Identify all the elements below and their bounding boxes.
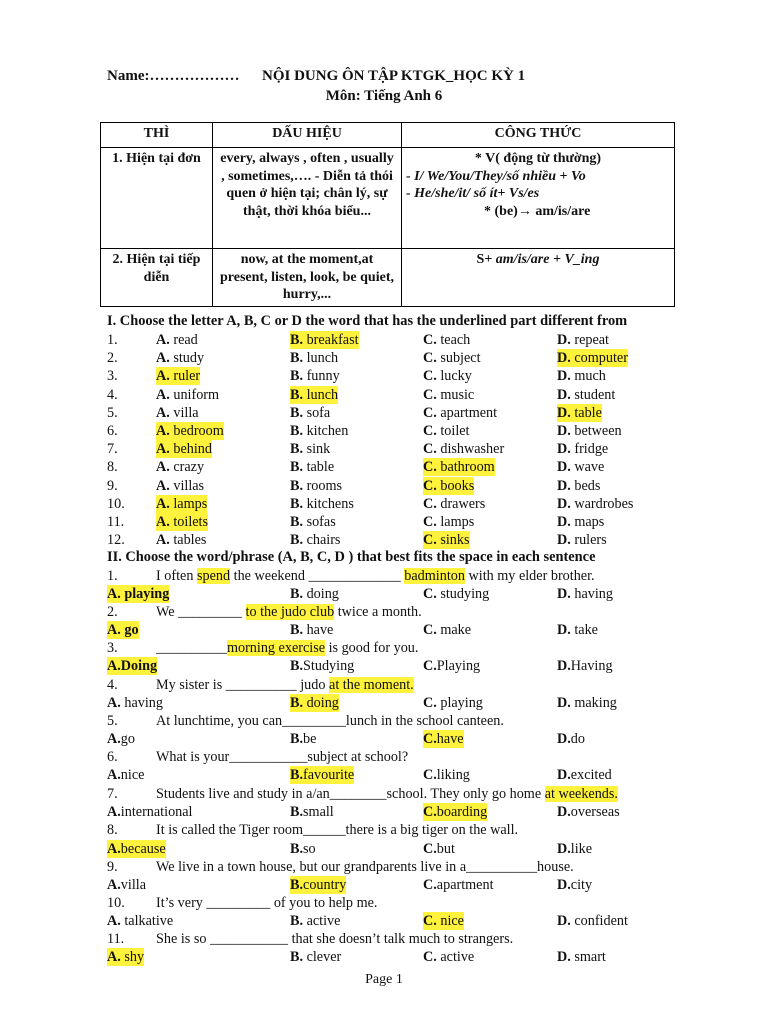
option-c[interactable]: C. sinks [423, 532, 470, 549]
option-a[interactable]: A. villas [156, 477, 205, 494]
answer-options [107, 912, 747, 930]
option-b[interactable]: B. sink [290, 441, 331, 458]
option-b[interactable]: B. lunch [290, 386, 339, 403]
option-b[interactable]: B. funny [290, 368, 340, 385]
option-c[interactable]: C.apartment [423, 877, 494, 893]
question-stem [107, 894, 377, 912]
question-number: 9. [107, 859, 118, 875]
question-text: We live in a town house, but our grandparents live in a__________house. [156, 859, 574, 875]
question-number: 10. [107, 895, 125, 911]
option-a[interactable]: A. read [156, 332, 198, 348]
option-b[interactable]: B.small [290, 804, 334, 820]
question-row [107, 349, 747, 367]
question-row [107, 404, 747, 422]
question-text: At lunchtime, you can_________lunch in the school canteen. [156, 713, 504, 729]
question-number: 2. [107, 604, 118, 620]
table-row [101, 148, 675, 249]
question-stem [107, 858, 574, 876]
grammar-table [100, 122, 675, 307]
question-number: 1. [107, 568, 118, 584]
question-row [107, 331, 747, 349]
question-text: the weekend _____________ [230, 568, 405, 584]
question-stem [107, 676, 414, 694]
formula-line: - He/she/it/ số ít+ Vs/es [406, 186, 540, 201]
highlighted-text: morning exercise [226, 640, 326, 656]
question-stem [107, 567, 595, 585]
option-a[interactable]: A. talkative [107, 913, 174, 929]
question-row [107, 495, 747, 513]
answer-options [107, 803, 747, 821]
option-c[interactable]: C. dishwasher [423, 441, 505, 458]
question-stem [107, 748, 408, 766]
option-b[interactable]: B. doing [290, 586, 339, 602]
option-c[interactable]: C. lamps [423, 514, 475, 530]
option-d[interactable]: D. confident [557, 913, 628, 929]
answer-options [107, 657, 747, 675]
question-number: 11. [107, 931, 125, 947]
option-d[interactable]: D. maps [557, 514, 605, 530]
option-a[interactable]: A.international [107, 804, 193, 820]
table-header-row [101, 123, 675, 148]
option-a[interactable]: A.villa [107, 877, 147, 893]
question-number: 5. [107, 404, 118, 421]
question-number: 3. [107, 640, 118, 656]
question-row [107, 477, 747, 495]
option-d[interactable]: D. student [557, 386, 616, 403]
option-a[interactable]: A. bedroom [156, 423, 224, 439]
answer-options [107, 840, 747, 858]
table-header: CÔNG THỨC [402, 123, 675, 148]
option-b[interactable]: B. rooms [290, 477, 343, 494]
question-text: My sister is __________ judo [156, 677, 330, 693]
name-label: Name:……………… [107, 68, 240, 84]
question-number: 11. [107, 514, 125, 530]
option-d[interactable]: D.Having [557, 658, 613, 674]
option-d[interactable]: D. wardrobes [557, 495, 634, 512]
question-text: It is called the Tiger room______there is a big tiger on the wall. [156, 822, 519, 838]
question-row [107, 386, 747, 404]
option-d[interactable]: D. wave [557, 459, 605, 476]
question-number: 2. [107, 350, 118, 367]
option-a[interactable]: A. crazy [156, 459, 205, 476]
option-b[interactable]: B. sofas [290, 514, 336, 530]
question-number: 8. [107, 459, 118, 476]
question-text: Students live and study in a/an________school. They only go home [156, 786, 545, 802]
option-a[interactable]: A. behind [156, 441, 212, 458]
option-d[interactable]: D.like [557, 841, 593, 857]
question-number: 6. [107, 749, 118, 765]
option-b[interactable]: B. lunch [290, 350, 339, 367]
question-stem [107, 930, 513, 948]
option-b[interactable]: B. clever [290, 949, 342, 965]
question-number: 9. [107, 477, 118, 494]
question-text: with my elder brother. [464, 568, 595, 584]
option-b[interactable]: B.favourite [290, 767, 355, 783]
formula-line: - I/ We/You/They/số nhiều + Vo [406, 168, 586, 184]
option-b[interactable]: B. chairs [290, 532, 341, 549]
question-stem [107, 603, 422, 621]
answer-options [107, 766, 747, 784]
section-2-title: II. Choose the word/phrase (A, B, C, D ) that best fits the space in each sentence [107, 549, 596, 565]
option-a[interactable]: A. playing [107, 586, 170, 602]
option-c[interactable]: C. make [423, 622, 472, 638]
question-text: She is so ___________ that she doesn’t talk much to strangers. [156, 931, 514, 947]
answer-options [107, 876, 747, 894]
question-stem [107, 639, 418, 657]
document-title: NỘI DUNG ÔN TẬP KTGK_HỌC KỲ 1 [262, 68, 526, 84]
option-c[interactable]: C. toilet [423, 423, 470, 439]
question-row [107, 367, 747, 385]
option-a[interactable]: A. go [107, 622, 139, 638]
option-c[interactable]: C. nice [423, 913, 464, 929]
option-c[interactable]: C.have [423, 731, 464, 747]
page-number: Page 1 [365, 972, 403, 987]
question-text: We _________ [156, 604, 246, 620]
table-header: DẤU HIỆU [213, 123, 402, 148]
option-b[interactable]: B.be [290, 731, 317, 747]
option-c[interactable]: C.boarding [423, 804, 488, 820]
option-d[interactable]: D.excited [557, 767, 612, 783]
option-b[interactable]: B. doing [290, 695, 339, 711]
option-d[interactable]: D. fridge [557, 441, 609, 458]
answer-options [107, 694, 747, 712]
highlighted-text: at weekends. [544, 786, 618, 802]
option-b[interactable]: B. table [290, 459, 335, 476]
option-a[interactable]: A. uniform [156, 386, 220, 403]
option-c[interactable]: C. bathroom [423, 459, 495, 476]
option-d[interactable]: D.overseas [557, 804, 620, 820]
question-number: 7. [107, 441, 118, 458]
option-a[interactable]: A. shy [107, 949, 145, 965]
option-d[interactable]: D. having [557, 586, 613, 602]
formula-line: * V( động từ thường) [474, 151, 602, 166]
option-d[interactable]: D. between [557, 423, 622, 439]
option-d[interactable]: D. take [557, 622, 598, 638]
tense-cell: 1. Hiện tại đơn [101, 148, 213, 249]
question-number: 7. [107, 786, 118, 802]
question-row [107, 513, 747, 531]
highlighted-text: badminton [404, 568, 465, 584]
formula-cell [402, 148, 675, 249]
formula-cell [402, 249, 675, 307]
formula-prefix: S+ [476, 252, 493, 267]
option-b[interactable]: B.so [290, 841, 316, 857]
option-c[interactable]: C.but [423, 841, 455, 857]
option-d[interactable]: D.city [557, 877, 593, 893]
question-text: twice a month. [334, 604, 422, 620]
option-c[interactable]: C. subject [423, 350, 481, 367]
signs-cell: every, always , often , usually , sometimes,…. - Diễn tả thói quen ở hiện tại; chân lý, sự thật, thời khóa biểu... [213, 148, 402, 249]
document-subject: Môn: Tiếng Anh 6 [325, 88, 443, 104]
formula-line: * (be)→ am/is/are [484, 203, 591, 219]
option-b[interactable]: B.country [290, 877, 347, 893]
answer-options [107, 948, 747, 966]
option-b[interactable]: B. have [290, 622, 334, 638]
question-text: It’s very _________ of you to help me. [156, 895, 378, 911]
question-number: 4. [107, 386, 118, 403]
question-text: What is your___________subject at school? [156, 749, 409, 765]
option-b[interactable]: B. sofa [290, 404, 331, 421]
option-a[interactable]: A.nice [107, 767, 145, 783]
option-a[interactable]: A. having [107, 695, 163, 711]
option-b[interactable]: B. kitchen [290, 423, 349, 439]
option-d[interactable]: D.do [557, 731, 585, 747]
formula-main: am/is/are + V_ing [495, 252, 600, 267]
highlighted-text: to the judo club [245, 604, 335, 620]
question-number: 10. [107, 495, 125, 512]
question-stem [107, 821, 518, 839]
question-number: 6. [107, 423, 118, 439]
option-c[interactable]: C.Playing [423, 658, 481, 674]
option-d[interactable]: D. beds [557, 477, 601, 494]
question-stem [107, 712, 504, 730]
option-c[interactable]: C. studying [423, 586, 490, 602]
option-a[interactable]: A. villa [156, 404, 199, 421]
question-number: 3. [107, 368, 118, 385]
option-d[interactable]: D. computer [557, 350, 628, 367]
option-d[interactable]: D. smart [557, 949, 606, 965]
question-number: 4. [107, 677, 118, 693]
option-a[interactable]: A.go [107, 731, 135, 747]
question-text: I often [156, 568, 197, 584]
option-b[interactable]: B. active [290, 913, 341, 929]
option-a[interactable]: A. lamps [156, 495, 208, 512]
option-d[interactable]: D. making [557, 695, 617, 711]
option-a[interactable]: A.because [107, 841, 166, 857]
question-number: 8. [107, 822, 118, 838]
tense-cell: 2. Hiện tại tiếp diễn [101, 249, 213, 307]
question-number: 12. [107, 532, 125, 549]
option-c[interactable]: C. music [423, 386, 475, 403]
option-b[interactable]: B.Studying [290, 658, 355, 674]
question-row [107, 440, 747, 458]
option-d[interactable]: D. repeat [557, 332, 609, 348]
table-row [101, 249, 675, 307]
question-text: __________ [156, 640, 227, 656]
option-c[interactable]: C. books [423, 477, 475, 494]
answer-options [107, 585, 747, 603]
option-c[interactable]: C.liking [423, 767, 470, 783]
option-a[interactable]: A. tables [156, 532, 207, 549]
option-c[interactable]: C. apartment [423, 404, 498, 421]
question-text: is good for you. [325, 640, 419, 656]
option-a[interactable]: A. ruler [156, 368, 201, 385]
option-b[interactable]: B. kitchens [290, 495, 354, 512]
table-header: THÌ [101, 123, 213, 148]
option-a[interactable]: A.Doing [107, 658, 158, 674]
option-c[interactable]: C. drawers [423, 495, 486, 512]
option-d[interactable]: D. table [557, 404, 602, 421]
option-d[interactable]: D. rulers [557, 532, 607, 549]
question-number: 5. [107, 713, 118, 729]
question-stem [107, 785, 618, 803]
highlighted-text: at the moment. [329, 677, 414, 693]
option-d[interactable]: D. much [557, 368, 606, 385]
question-row [107, 458, 747, 476]
question-number: 1. [107, 332, 118, 348]
option-c[interactable]: C. teach [423, 332, 471, 348]
highlighted-text: spend [196, 568, 231, 584]
answer-options [107, 621, 747, 639]
option-a[interactable]: A. study [156, 350, 205, 367]
option-a[interactable]: A. toilets [156, 514, 209, 530]
option-b[interactable]: B. breakfast [290, 332, 359, 348]
option-c[interactable]: C. lucky [423, 368, 472, 385]
question-row [107, 531, 747, 549]
option-c[interactable]: C. active [423, 949, 475, 965]
answer-options [107, 730, 747, 748]
section-1-title: I. Choose the letter A, B, C or D the word that has the underlined part different from [107, 313, 628, 329]
option-c[interactable]: C. playing [423, 695, 483, 711]
signs-cell: now, at the moment,at present, listen, look, be quiet, hurry,... [213, 249, 402, 307]
question-row [107, 422, 747, 440]
